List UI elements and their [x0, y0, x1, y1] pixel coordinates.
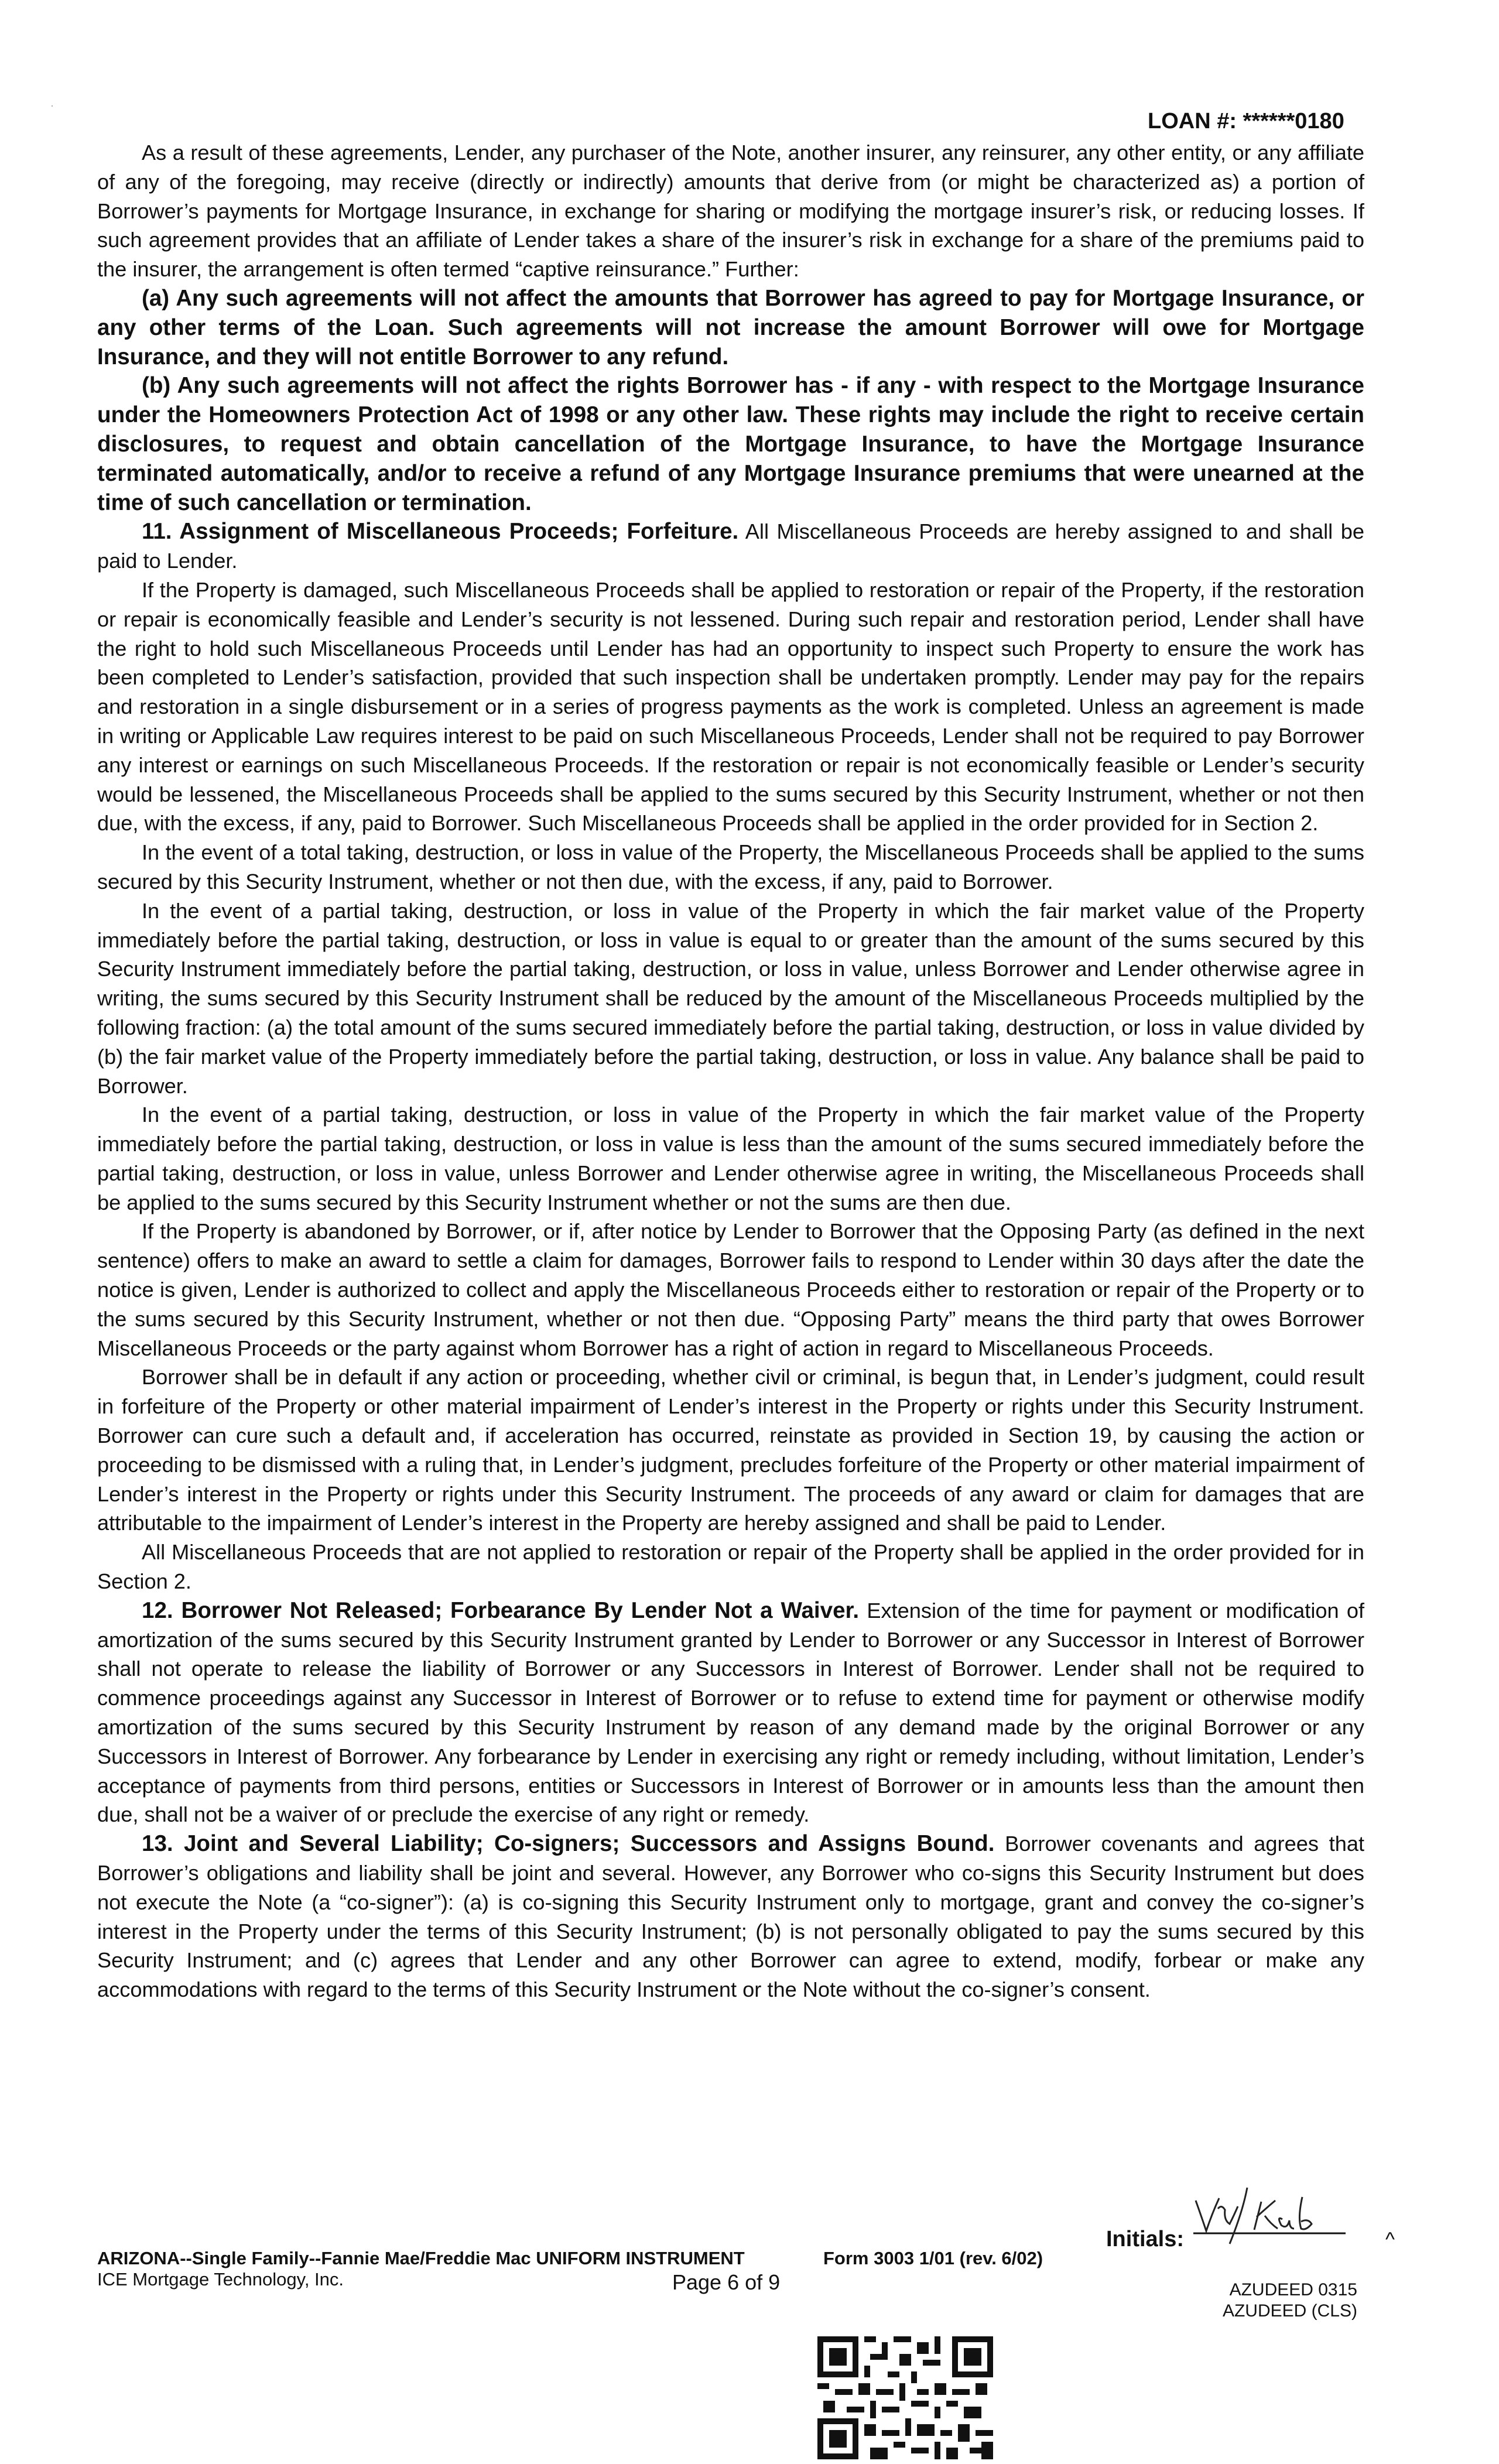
section-13-heading: 13. Joint and Several Liability; Co-signers; Successors and Assigns Bound. [142, 1831, 995, 1857]
section-13 [97, 1829, 1364, 2004]
form-title: ARIZONA--Single Family--Fannie Mae/Freddie Mac UNIFORM INSTRUMENT [97, 2248, 745, 2268]
company-name: ICE Mortgage Technology, Inc. [97, 2269, 344, 2290]
paragraph-abandoned: If the Property is abandoned by Borrower, or if, after notice by Lender to Borrower that the Opposing Party (as defined in the next sentence) offers to make an award to settle a claim for damages, Borrower fails to respond to Lender within 30 days after the date the notice is given, Lender is authorized to collect and apply the Miscellaneous Proceeds either to restoration or repair of the Property or to the sums secured by this Security Instrument, whether or not then due. “Opposing Party” means the third party that owes Borrower Miscellaneous Proceeds or the party against whom Borrower has a right of action in regard to Miscellaneous Proceeds. [97, 1219, 1364, 1360]
section-11-heading: 11. Assignment of Miscellaneous Proceeds; Forfeiture. [142, 519, 739, 545]
section-12 [97, 1596, 1364, 1829]
section-11 [97, 517, 1364, 576]
footer-form-info [97, 2248, 745, 2290]
paragraph-total-taking: In the event of a total taking, destruction, or loss in value of the Property, the Miscellaneous Proceeds shall be applied to the sums secured by this Security Instrument, whether or not then due, with the excess, if any, paid to Borrower. [97, 840, 1364, 894]
document-body [97, 138, 1364, 2004]
section-13-text: Borrower covenants and agrees that Borrower’s obligations and liability shall be joint and several. However, any Borrower who co-signs this Security Instrument but does not execute the Note (a “co-signer”): (a) is co-signing this Security Instrument only to mortgage, grant and convey the co-signer’s interest in the Property under the terms of this Security Instrument; (b) is not personally obligated to pay the sums secured by this Security Instrument; and (c) agrees that Lender and any other Borrower can agree to extend, modify, forbear or make any accommodations with regard to the terms of this Security Instrument or the Note without the co-signer’s consent. [97, 1832, 1364, 2002]
paragraph-partial-taking-greater: In the event of a partial taking, destruction, or loss in value of the Property in which the fair market value of the Property immediately before the partial taking, destruction, or loss in value is equal to or greater than the amount of the sums secured by this Security Instrument immediately before the partial taking, destruction, or loss in value, unless Borrower and Lender otherwise agree in writing, the sums secured by this Security Instrument shall be reduced by the amount of the Miscellaneous Proceeds multiplied by the following fraction: (a) the total amount of the sums secured immediately before the partial taking, destruction, or loss in value divided by (b) the fair market value of the Property immediately before the partial taking, destruction, or loss in value. Any balance shall be paid to Borrower. [97, 898, 1364, 1098]
initials-label: Initials: [1106, 2227, 1185, 2251]
paragraph-partial-taking-less: In the event of a partial taking, destruction, or loss in value of the Property in which the fair market value of the Property immediately before the partial taking, destruction, or loss in value is less than the amount of the sums secured immediately before the partial taking, destruction, or loss in value, unless Borrower and Lender otherwise agree in writing, the Miscellaneous Proceeds shall be applied to the sums secured by this Security Instrument whether or not the sums are then due. [97, 1103, 1364, 1214]
paragraph-captive-reinsurance: As a result of these agreements, Lender, any purchaser of the Note, another insurer, any reinsurer, any other entity, or any affiliate of any of the foregoing, may receive (directly or indirectly) amounts that derive from (or might be characterized as) a portion of Borrower’s payments for Mortgage Insurance, in exchange for sharing or modifying the mortgage insurer’s risk, or reducing losses. If such agreement provides that an affiliate of Lender takes a share of the insurer’s risk in exchange for a share of the premiums paid to the insurer, the arrangement is often termed “captive reinsurance.” Further: [97, 141, 1364, 282]
scan-mark: ^ [1385, 2229, 1395, 2251]
doc-code-2: AZUDEED (CLS) [1222, 2301, 1357, 2321]
scan-speck: · [50, 100, 54, 111]
paragraph-default: Borrower shall be in default if any action or proceeding, whether civil or criminal, is begun that, in Lender’s judgment, could result in forfeiture of the Property or other material impairment of Lender’s interest in the Property or rights under this Security Instrument. Borrower can cure such a default and, if acceleration has occurred, reinstate as provided in Section 19, by causing the action or proceeding to be dismissed with a ruling that, in Lender’s judgment, precludes forfeiture of the Property or other material impairment of Lender’s interest in the Property or rights under this Security Instrument. The proceeds of any award or claim for damages that are attributable to the impairment of Lender’s interest in the Property are hereby assigned and shall be paid to Lender. [97, 1365, 1364, 1535]
paragraph-b: (b) Any such agreements will not affect the rights Borrower has - if any - with respect to the Mortgage Insurance under the Homeowners Protection Act of 1998 or any other law. These rights may include the right to receive certain disclosures, to request and obtain cancellation of the Mortgage Insurance, to have the Mortgage Insurance terminated automatically, and/or to receive a refund of any Mortgage Insurance premiums that were unearned at the time of such cancellation or termination. [97, 373, 1364, 515]
section-12-text: Extension of the time for payment or modification of amortization of the sums secured by this Security Instrument granted by Lender to Borrower or any Successor in Interest of Borrower shall not operate to release the liability of Borrower or any Successors in Interest of Borrower. Lender shall not be required to commence proceedings against any Successor in Interest of Borrower or to refuse to extend time for payment or otherwise modify amortization of the sums secured by this Security Instrument by reason of any demand made by the original Borrower or any Successors in Interest of Borrower. Any forbearance by Lender in exercising any right or remedy including, without limitation, Lender’s acceptance of payments from third persons, entities or Successors in Interest of Borrower or in amounts less than the amount then due, shall not be a waiver of or preclude the exercise of any right or remedy. [97, 1598, 1364, 1827]
doc-code-1: AZUDEED 0315 [1229, 2280, 1357, 2299]
page-number: Page 6 of 9 [672, 2270, 781, 2294]
barcode-image [817, 2336, 993, 2459]
initials-signature [1189, 2183, 1353, 2247]
paragraph-not-applied: All Miscellaneous Proceeds that are not applied to restoration or repair of the Property shall be applied in the order provided for in Section 2. [97, 1540, 1364, 1594]
paragraph-property-damaged: If the Property is damaged, such Miscellaneous Proceeds shall be applied to restoration or repair of the Property, if the restoration or repair is economically feasible and Lender’s security is not lessened. During such repair and restoration period, Lender shall have the right to hold such Miscellaneous Proceeds until Lender has had an opportunity to inspect such Property to ensure the work has been completed to Lender’s satisfaction, provided that such inspection shall be undertaken promptly. Lender may pay for the repairs and restoration in a single disbursement or in a series of progress payments as the work is completed. Unless an agreement is made in writing or Applicable Law requires interest to be paid on such Miscellaneous Proceeds, Lender shall not be required to pay Borrower any interest or earnings on such Miscellaneous Proceeds. If the restoration or repair is not economically feasible or Lender’s security would be lessened, the Miscellaneous Proceeds shall be applied to the sums secured by this Security Instrument, whether or not then due, with the excess, if any, paid to Borrower. Such Miscellaneous Proceeds shall be applied in the order provided for in Section 2. [97, 577, 1364, 836]
section-12-heading: 12. Borrower Not Released; Forbearance By Lender Not a Waiver. [142, 1597, 860, 1623]
form-number: Form 3003 1/01 (rev. 6/02) [823, 2248, 1043, 2268]
loan-number: LOAN #: ******0180 [1148, 109, 1344, 134]
section-11-text: All Miscellaneous Proceeds are hereby assigned to and shall be paid to Lender. [97, 519, 1364, 573]
document-codes [1209, 2280, 1357, 2322]
paragraph-a: (a) Any such agreements will not affect the amounts that Borrower has agreed to pay for Mortgage Insurance, or any other terms of the Loan. Such agreements will not increase the amount Borrower will owe for Mortgage Insurance, and they will not entitle Borrower to any refund. [97, 285, 1364, 369]
